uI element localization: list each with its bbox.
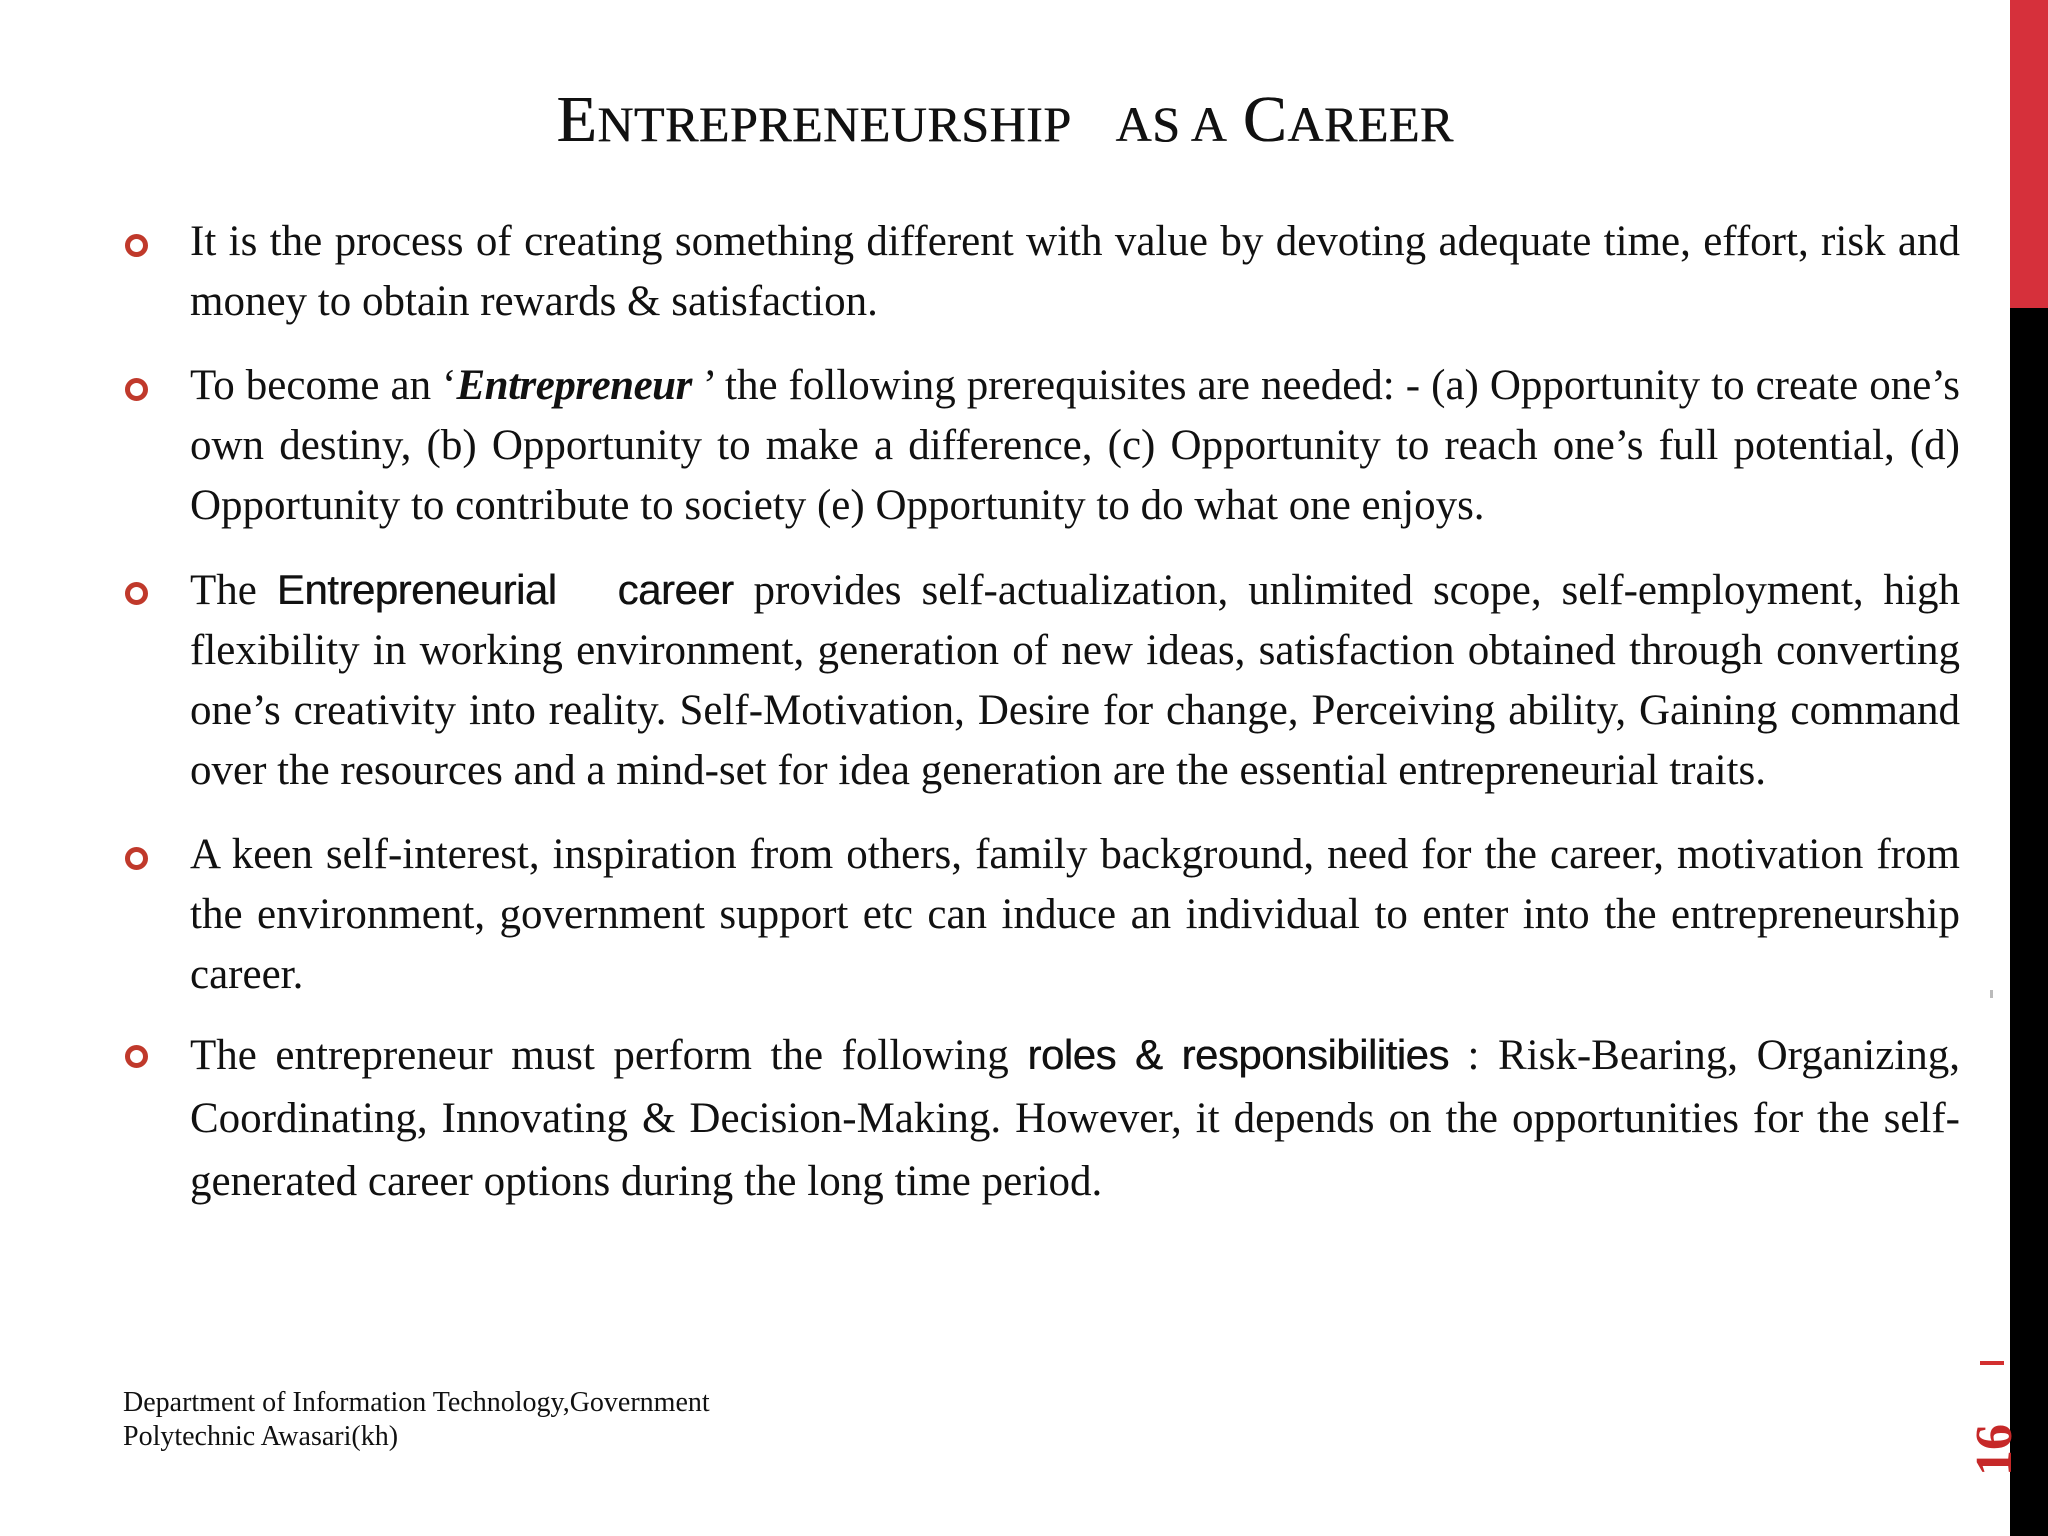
bullet-text-before: The xyxy=(190,567,277,614)
bullet-circle-icon xyxy=(125,847,148,870)
bullet-text-before: The entrepreneur must perform the following xyxy=(190,1032,1028,1079)
bullet-list xyxy=(120,212,1960,1213)
footer-line-2: Polytechnic Awasari(kh) xyxy=(123,1421,399,1452)
bullet-item-prerequisites xyxy=(120,356,1960,536)
page-number-accent xyxy=(1980,1361,2004,1365)
bullet-emphasis-entrepreneur: Entrepreneur xyxy=(456,362,692,409)
bullet-circle-icon xyxy=(125,234,148,257)
sidebar-accent-black xyxy=(2010,308,2048,1536)
title-initial-c: C xyxy=(1242,83,1288,156)
bullet-text: A keen self-interest, inspiration from others, family background, need for the career, motivation from the environment, government support etc can induce an individual to enter into the entrepreneurship career. xyxy=(190,831,1960,998)
title-initial-e: E xyxy=(556,83,598,156)
bullet-circle-icon xyxy=(125,1045,148,1068)
bullet-circle-icon xyxy=(125,582,148,605)
bullet-emphasis-roles: roles & responsibilities xyxy=(1027,1031,1449,1078)
decorative-tick xyxy=(1990,990,1993,998)
page-number: 16 xyxy=(1966,1424,2023,1476)
slide-footer xyxy=(123,1386,823,1454)
bullet-text-after: provides self-actualization, unlimited scope, self-employment, high flexibility in working environment, generation of new ideas, satisfaction obtained through converting one’s creativity into reality. Self-Motivation, Desire for change, Perceiving ability, Gaining command over the resources and a mind-set for idea generation are the essential entrepreneurial traits. xyxy=(190,567,1960,794)
footer-line-1: Department of Information Technology,Government xyxy=(123,1387,710,1418)
bullet-item-definition xyxy=(120,212,1960,332)
bullet-item-motivators xyxy=(120,825,1960,1005)
bullet-text-after: : Risk-Bearing, Organizing, Coordinating, Innovating & Decision-Making. However, it depends on the opportunities for the self-generated career options during the long time period. xyxy=(190,1032,1961,1205)
title-word-entrepreneurship: NTREPRENEURSHIP xyxy=(597,96,1072,152)
bullet-item-roles xyxy=(120,1023,1960,1213)
bullet-text-after: ’ the following prerequisites are needed: - (a) Opportunity to create one’s own destiny, (b) Opportunity to make a difference, (c) Opportunity to reach one’s full potential, (d) Opportunity to contribute to society (e) Opportunity to do what one enjoys. xyxy=(190,362,1960,529)
bullet-item-career-benefits xyxy=(120,560,1960,801)
bullet-circle-icon xyxy=(125,378,148,401)
bullet-text: It is the process of creating something different with value by devoting adequate time, effort, risk and money to obtain rewards & satisfaction. xyxy=(190,218,1960,325)
sidebar-accent-red xyxy=(2010,0,2048,308)
title-word-career: AREER xyxy=(1287,96,1454,152)
bullet-emphasis-entrepreneurial-career: Entrepreneurial career xyxy=(276,566,734,613)
bullet-text-before: To become an ‘ xyxy=(190,362,457,409)
title-word-as-a: AS A xyxy=(1115,96,1228,152)
slide-title xyxy=(0,82,2010,158)
